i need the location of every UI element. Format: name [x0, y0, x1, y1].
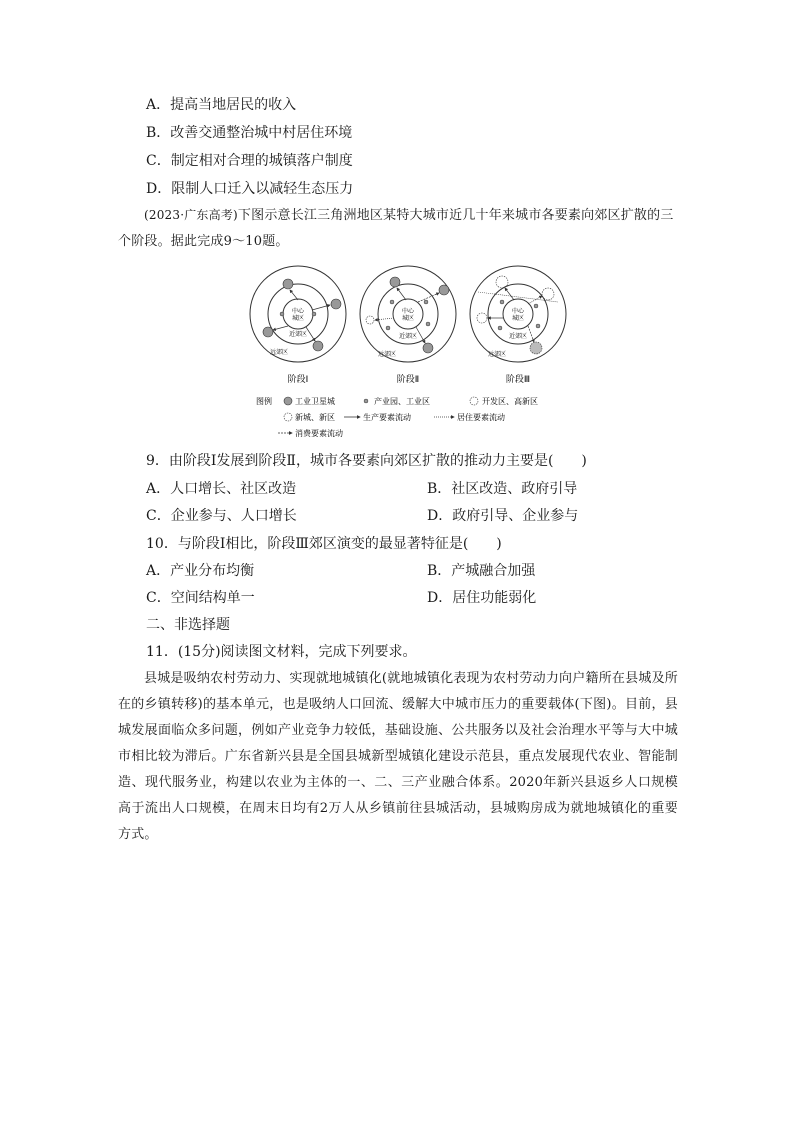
- stage-2-park: [424, 300, 428, 304]
- legend-industrial-park-symbol: [364, 399, 368, 403]
- q9-option-b: B．社区改造、政府引导: [427, 481, 578, 497]
- stage-2-satellite: [439, 285, 449, 295]
- stage-2-inner-label: 近郊区: [398, 333, 418, 340]
- stage-1-outer-label: 远郊区: [270, 349, 289, 356]
- q9-stem: 9．由阶段Ⅰ发展到阶段Ⅱ，城市各要素向郊区扩散的推动力主要是( ): [146, 453, 587, 469]
- intro-source: (2023·广东高考): [144, 208, 238, 222]
- stage-2-outer-label: 远郊区: [378, 351, 397, 358]
- stage-1-park: [312, 312, 316, 316]
- stage-2-diagram: [360, 266, 456, 385]
- q8-option-a: A．提高当地居民的收入: [146, 97, 297, 113]
- stage-3-inner-label: 近郊区: [508, 333, 528, 340]
- stage-2-park: [386, 326, 390, 330]
- section-heading: 二、非选择题: [146, 617, 230, 633]
- q8-option-c: C．制定相对合理的城镇落户制度: [146, 153, 353, 169]
- stage-3-park: [498, 326, 502, 330]
- q10-option-b: B．产城融合加强: [427, 563, 536, 579]
- stage-1-center-label-1: 中心: [291, 308, 305, 315]
- stage-1-satellite: [331, 299, 341, 309]
- q10-option-d: D．居住功能弱化: [427, 590, 537, 606]
- legend-new-town: 新城、新区: [295, 413, 335, 422]
- stage-1-satellite: [313, 341, 323, 351]
- stage-3-new-town: [530, 342, 542, 354]
- city-expansion-figure: [248, 262, 578, 442]
- stage-2-label: 阶段Ⅱ: [396, 375, 420, 385]
- stage-1-satellite: [283, 279, 293, 289]
- q11-material-paragraph: 县城是吸纳农村劳动力、实现就地城镇化(就地城镇化表现为农村劳动力向户籍所在县城及所在的乡镇转移)的基本单元，也是吸纳人口回流、缓解大中城市压力的重要载体(下图)。目前，县城发展面临众多问题，例如产业竞争力较低，基础设施、公共服务以及社会治理水平等与大中城市相比较为滞后。广东省新兴县是全国县城新型城镇化建设示范县，重点发展现代农业、智能制造、现代服务业，构建以农业为主体的一、二、三产业融合体系。2020年新兴县返乡人口规模高于流出人口规模，在周末日均有2万人从乡镇前往县城活动，县城购房成为就地城镇化的重要方式。: [118, 671, 678, 842]
- stage-2-park: [390, 300, 394, 304]
- legend-dev-zone-symbol: [470, 397, 478, 405]
- q9-option-d: D．政府引导、企业参与: [427, 508, 579, 524]
- legend-new-town-symbol: [284, 413, 292, 421]
- q8-option-b: B．改善交通整治城中村居住环境: [146, 125, 353, 141]
- stage-3-park: [500, 300, 504, 304]
- legend-production-flow: 生产要素流动: [363, 413, 411, 422]
- stage-2-park: [426, 322, 430, 326]
- q10-option-a: A．产业分布均衡: [146, 563, 255, 579]
- legend-industrial-park: 产业园、工业区: [374, 397, 430, 406]
- q11-stem: 11．(15分)阅读图文材料，完成下列要求。: [146, 644, 417, 660]
- stage-3-label: 阶段Ⅲ: [505, 375, 531, 385]
- q10-stem: 10．与阶段Ⅰ相比，阶段Ⅲ郊区演变的最显著特征是( ): [146, 536, 502, 552]
- stage-2-satellite: [423, 343, 433, 353]
- q8-option-d: D．限制人口迁入以减轻生态压力: [146, 181, 354, 197]
- stage-1-satellite: [263, 327, 273, 337]
- stage-1-center-label-2: 城区: [291, 315, 305, 322]
- stage-1-park: [280, 312, 284, 316]
- legend-consumption-flow: 消费要素流动: [295, 429, 343, 438]
- legend-industrial-satellite-symbol: [284, 397, 292, 405]
- legend-industrial-satellite: 工业卫星城: [295, 397, 335, 406]
- q9-option-a: A．人口增长、社区改造: [146, 481, 297, 497]
- figure-legend: [256, 396, 538, 438]
- stage-2-dev-zone: [366, 316, 374, 324]
- stage-3-new-town: [542, 288, 554, 300]
- legend-title: 图例: [256, 397, 272, 406]
- stage-3-outer-label: 远郊区: [488, 351, 507, 358]
- stage-2-center-label-1: 中心: [401, 308, 415, 315]
- stage-3-park: [536, 324, 540, 328]
- stage-1-diagram: [250, 266, 346, 385]
- stage-2-center-label-2: 城区: [401, 315, 415, 322]
- stage-3-dev-zone: [477, 313, 487, 323]
- stage-3-diagram: [470, 266, 566, 385]
- stage-2-satellite: [390, 277, 400, 287]
- intro-paragraph: [118, 202, 680, 255]
- stage-3-center-label-2: 城区: [511, 315, 525, 322]
- legend-dev-zone: 开发区、高新区: [482, 397, 538, 406]
- stage-1-inner-label: 近郊区: [288, 331, 308, 338]
- stage-1-label: 阶段Ⅰ: [287, 375, 309, 385]
- q10-option-c: C．空间结构单一: [146, 590, 255, 606]
- legend-residence-flow: 居住要素流动: [457, 413, 505, 422]
- q9-option-c: C．企业参与、人口增长: [146, 508, 297, 524]
- stage-3-center-label-1: 中心: [511, 308, 525, 315]
- intro-text: 下图示意长江三角洲地区某特大城市近几十年来城市各要素向郊区扩散的三个阶段。据此完成9～10题。: [118, 208, 674, 249]
- stage-3-park: [534, 304, 538, 308]
